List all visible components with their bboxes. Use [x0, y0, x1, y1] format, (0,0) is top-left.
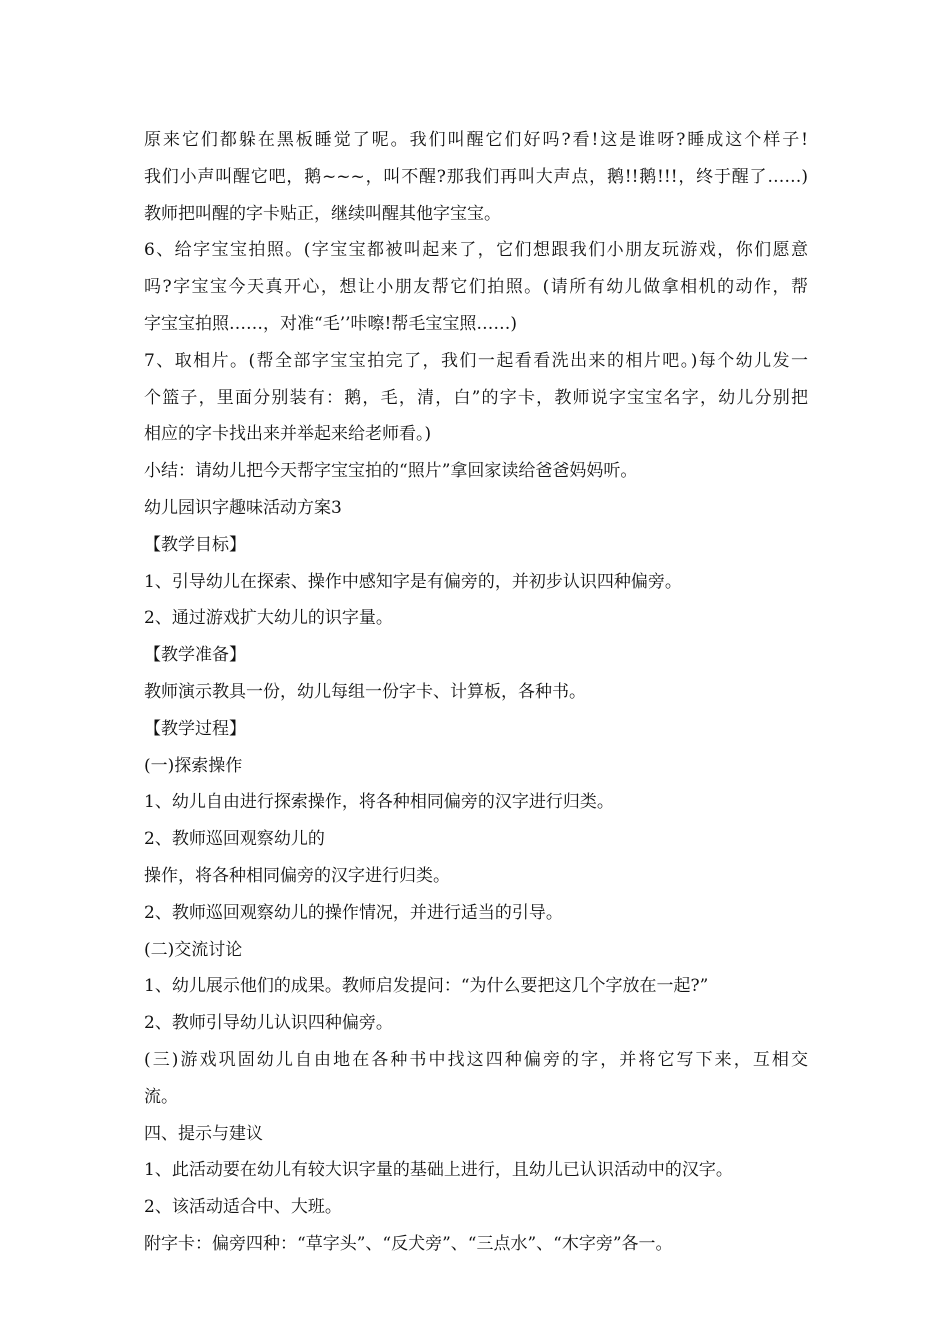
text-line: 相应的字卡找出来并举起来给老师看。) [144, 424, 432, 445]
text-line: 吗?字宝宝今天真开心，想让小朋友帮它们拍照。(请所有幼儿做拿相机的动作，帮 [144, 277, 808, 298]
text-line: 2、教师引导幼儿认识四种偏旁。 [144, 1013, 393, 1034]
text-line: (二)交流讨论 [144, 939, 243, 960]
text-line: 附字卡：偏旁四种：“草字头”、“反犬旁”、“三点水”、“木字旁”各一。 [144, 1233, 673, 1254]
text-line: 2、该活动适合中、大班。 [144, 1197, 342, 1218]
text-line: 1、引导幼儿在探索、操作中感知字是有偏旁的，并初步认识四种偏旁。 [144, 571, 682, 592]
text-line: 6、给字宝宝拍照。(字宝宝都被叫起来了，它们想跟我们小朋友玩游戏，你们愿意 [144, 240, 808, 261]
text-line: 2、教师巡回观察幼儿的 [144, 829, 325, 850]
text-line: (三)游戏巩固幼儿自由地在各种书中找这四种偏旁的字，并将它写下来，互相交 [144, 1049, 808, 1070]
text-line: 【教学目标】 [144, 534, 246, 555]
text-line: 原来它们都躲在黑板睡觉了呢。我们叫醒它们好吗?看!这是谁呀?睡成这个样子! [144, 130, 808, 150]
text-line: (一)探索操作 [144, 755, 243, 776]
text-line: 2、通过游戏扩大幼儿的识字量。 [144, 608, 393, 629]
text-line: 教师把叫醒的字卡贴正，继续叫醒其他字宝宝。 [144, 203, 501, 224]
text-line: 1、幼儿自由进行探索操作，将各种相同偏旁的汉字进行归类。 [144, 792, 614, 813]
text-line: 1、此活动要在幼儿有较大识字量的基础上进行，且幼儿已认识活动中的汉字。 [144, 1160, 733, 1181]
text-line: 【教学过程】 [144, 718, 246, 739]
document-body [144, 122, 808, 1263]
text-line: 【教学准备】 [144, 645, 246, 666]
text-line: 7、取相片。(帮全部字宝宝拍完了，我们一起看看洗出来的相片吧。)每个幼儿发一 [144, 350, 808, 371]
text-line: 教师演示教具一份，幼儿每组一份字卡、计算板，各种书。 [144, 681, 586, 702]
text-line: 四、提示与建议 [144, 1123, 263, 1144]
text-line: 幼儿园识字趣味活动方案3 [144, 497, 342, 518]
text-line: 操作，将各种相同偏旁的汉字进行归类。 [144, 865, 450, 886]
text-line: 1、幼儿展示他们的成果。教师启发提问：“为什么要把这几个字放在一起?” [144, 976, 709, 997]
text-line: 2、教师巡回观察幼儿的操作情况，并进行适当的引导。 [144, 902, 563, 923]
text-line: 个篮子，里面分别装有：鹅，毛，清，白”的字卡，教师说字宝宝名字，幼儿分别把 [144, 387, 808, 408]
text-line: 流。 [144, 1086, 178, 1107]
text-line: 我们小声叫醒它吧，鹅~~~，叫不醒?那我们再叫大声点，鹅!!鹅!!!，终于醒了……) [144, 166, 808, 187]
text-line: 小结：请幼儿把今天帮字宝宝拍的“照片”拿回家读给爸爸妈妈听。 [144, 461, 638, 482]
text-line: 字宝宝拍照……，对准“毛’’咔嚓!帮毛宝宝照……) [144, 313, 517, 334]
